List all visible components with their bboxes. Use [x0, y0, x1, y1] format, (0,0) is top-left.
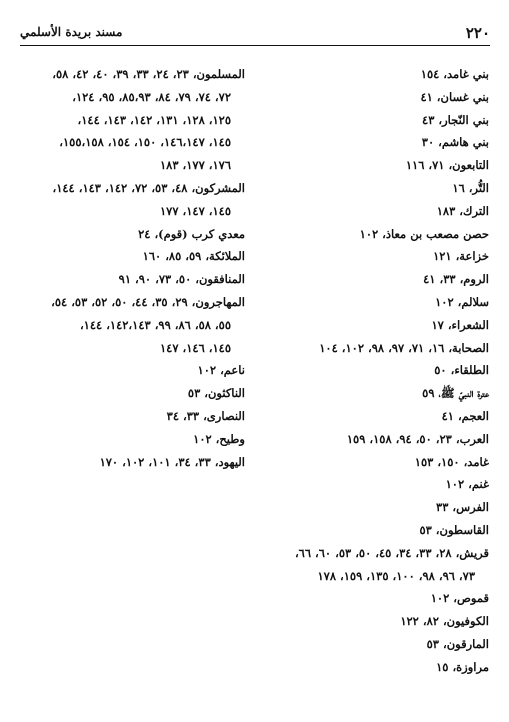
- index-entry: سلالم، ١٠٢: [435, 294, 489, 309]
- index-entry-continuation: ٧٢، ٧٤، ٧٩، ٨٤، ٨٥،٩٣، ٩٥، ١٢٤،: [72, 89, 231, 104]
- index-entry: بني غامد، ١٥٤: [420, 67, 489, 81]
- page-number: ٢٢٠: [465, 24, 490, 42]
- index-entry-continuation: ١٢٥، ١٢٨، ١٣١، ١٤٢، ١٤٣، ١٤٤،: [77, 112, 231, 127]
- index-entry: الناكثون، ٥٣: [187, 386, 245, 401]
- index-entry-continuation: ٧٣، ٩٦، ٩٨، ١٠٠، ١٣٥، ١٥٩، ١٧٨: [317, 568, 475, 583]
- index-entry: العرب، ٢٣، ٥٠، ٩٤، ١٥٨، ١٥٩: [346, 431, 489, 446]
- index-entry: المهاجرون، ٢٩، ٣٥، ٤٤، ٥٠، ٥٢، ٥٣، ٥٤،: [51, 294, 245, 309]
- index-entry: وطيح، ١٠٢: [193, 431, 245, 446]
- index-entry: الملائكة، ٥٩، ٨٥، ١٦٠: [142, 249, 245, 264]
- index-entry: خزاعة، ١٢١: [433, 249, 489, 264]
- index-entry: بني هاشم، ٣٠: [421, 135, 489, 150]
- index-entry: الروم، ٣٣، ٤١: [423, 272, 489, 287]
- index-entry: المسلمون، ٢٣، ٢٤، ٣٣، ٣٩، ٤٠، ٤٢، ٥٨،: [52, 67, 245, 81]
- index-entry: مراوزة، ١٥: [436, 659, 489, 674]
- index-entry-continuation: ١٧٦، ١٧٧، ١٨٣: [159, 158, 231, 173]
- index-entry: بني النّجار، ٤٣: [422, 112, 489, 127]
- index-entry: المشركون، ٤٨، ٥٣، ٧٢، ١٤٢، ١٤٣، ١٤٤،: [52, 180, 245, 195]
- page-header: [20, 24, 490, 44]
- index-entry: المارقون، ٥٣: [426, 636, 489, 651]
- index-entry: الترك، ١٨٣: [436, 203, 489, 218]
- index-entry: التابعون، ٧١، ١١٦: [405, 158, 489, 173]
- index-column-left: [20, 63, 245, 473]
- index-entry-continuation: ١٤٥، ١٤٦،١٤٧، ١٥٠، ١٥٤، ١٥٥،١٥٨،: [59, 135, 231, 150]
- index-entry-continuation: ١٤٥، ١٤٧، ١٧٧: [159, 203, 231, 218]
- index-entry: قموص، ١٠٢: [430, 591, 489, 606]
- index-entry: العجم، ٤١: [441, 408, 489, 423]
- index-entry-continuation: ٥٥، ٥٨، ٨٦، ٩٩، ١٤٢،١٤٣، ١٤٤،: [79, 317, 231, 332]
- index-entry: الفرس، ٣٣: [436, 500, 489, 515]
- index-entry: قريش، ٢٨، ٣٣، ٣٤، ٤٥، ٥٠، ٥٣، ٦٠، ٦٦،: [294, 545, 489, 560]
- index-entry: بني غسان، ٤١: [420, 89, 489, 104]
- index-entry: الشعراء، ١٧: [431, 317, 489, 332]
- index-entry: معدي كرب (قوم)، ٢٤: [138, 226, 245, 241]
- index-entry: التُّر، ١٦: [452, 180, 489, 195]
- index-column-right: [249, 63, 489, 679]
- index-entry-continuation: ١٤٥، ١٤٦، ١٤٧: [159, 340, 231, 355]
- running-title: مسند بريدة الأسلمي: [20, 25, 123, 39]
- index-entry: حصن مصعب بن معاذ، ١٠٢: [359, 226, 489, 241]
- header-rule: [20, 45, 490, 46]
- index-entry: النصارى، ٣٣، ٣٤: [166, 408, 245, 423]
- index-entry: ناعم، ١٠٢: [197, 363, 245, 378]
- index-entry: الصحابة، ١٦، ٧١، ٩٧، ٩٨، ١٠٢، ١٠٤: [319, 340, 489, 355]
- index-entry: غامد، ١٥٠، ١٥٣: [414, 454, 489, 469]
- index-entry: الطلقاء، ٥٠: [434, 363, 489, 378]
- index-entry: المنافقون، ٥٠، ٧٣، ٩٠، ٩١: [118, 272, 245, 287]
- index-entry: اليهود، ٣٣، ٣٤، ١٠١، ١٠٢، ١٧٠: [99, 454, 245, 469]
- index-entry: عترة النبيّ ﷺ، ٥٩: [422, 386, 489, 401]
- index-entry: غنم، ١٠٢: [445, 477, 489, 492]
- index-entry: الكوفيون، ٨٢، ١٢٢: [400, 614, 489, 629]
- index-entry: القاسطون، ٥٣: [419, 522, 489, 537]
